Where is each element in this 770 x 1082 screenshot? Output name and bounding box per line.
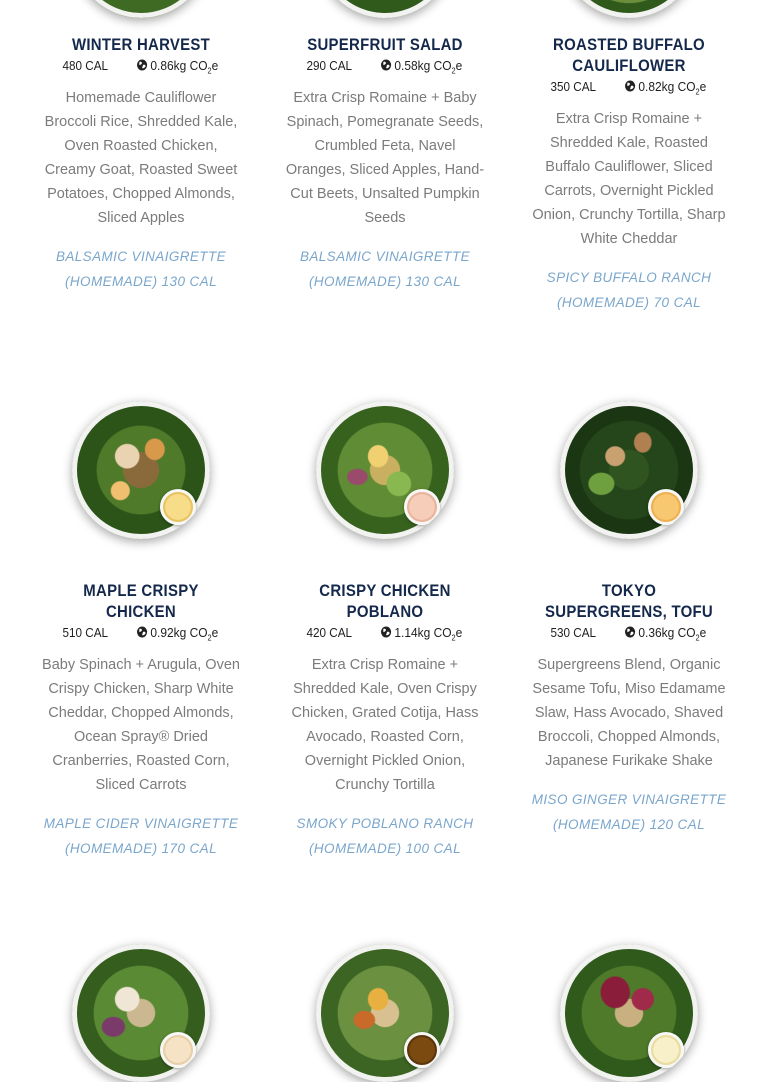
calories: 530 CAL [550, 625, 597, 640]
nutrition-line [285, 625, 485, 643]
dressing: SPICY BUFFALO RANCH (HOMEMADE) 70 CAL [546, 269, 712, 310]
globe-icon [380, 626, 391, 638]
dressing: SMOKY POBLANO RANCH (HOMEMADE) 100 CAL [296, 815, 474, 856]
calories: 420 CAL [306, 625, 353, 640]
nutrition-line [41, 58, 241, 76]
salad-name: WINTER HARVEST [71, 35, 211, 54]
menu-card[interactable] [529, 580, 729, 837]
menu-card[interactable] [529, 34, 729, 315]
description: Baby Spinach + Arugula, Oven Crispy Chicken, Sharp White Cheddar, Chopped Almonds, Ocean Spray® Dried Cranberries, Roasted Corn, Sliced Carrots [42, 656, 240, 793]
salad-name: SUPERFRUIT SALAD [307, 35, 463, 54]
menu-card[interactable] [285, 580, 485, 861]
globe-icon [624, 626, 635, 638]
salad-image[interactable] [316, 0, 454, 18]
globe-icon [380, 59, 391, 71]
calories: 350 CAL [550, 79, 597, 94]
co2-value: 0.36kg $CO_2e$ [624, 625, 706, 643]
dressing: MAPLE CIDER VINAIGRETTE (HOMEMADE) 170 CAL [43, 815, 239, 856]
salad-image[interactable] [72, 401, 210, 539]
menu-card[interactable] [285, 34, 485, 294]
salad-name: MAPLE CRISPY CHICKEN [83, 581, 199, 621]
co2-value: 1.14kg $CO_2e$ [380, 625, 462, 643]
dressing: MISO GINGER VINAIGRETTE (HOMEMADE) 120 CAL [531, 791, 727, 832]
salad-image[interactable] [316, 944, 454, 1082]
salad-name: TOKYO SUPERGREENS, TOFU [545, 581, 713, 621]
co2-value: 0.58kg $CO_2e$ [380, 58, 462, 76]
description: Extra Crisp Romaine + Shredded Kale, Roasted Buffalo Cauliflower, Sliced Carrots, Overnight Pickled Onion, Crunchy Tortilla, Sharp White Cheddar [532, 110, 726, 247]
co2-value: 0.86kg $CO_2e$ [136, 58, 218, 76]
salad-image[interactable] [560, 401, 698, 539]
description: Extra Crisp Romaine + Baby Spinach, Pomegranate Seeds, Crumbled Feta, Navel Oranges, Sliced Apples, Hand-Cut Beets, Unsalted Pumpkin Seeds [285, 89, 485, 226]
description: Supergreens Blend, Organic Sesame Tofu, Miso Edamame Slaw, Hass Avocado, Shaved Broccoli, Chopped Almonds, Japanese Furikake Shake [532, 656, 726, 769]
salad-image[interactable] [72, 944, 210, 1082]
salad-image[interactable] [560, 0, 698, 18]
menu-card[interactable] [41, 34, 241, 294]
nutrition-line [41, 625, 241, 643]
salad-image[interactable] [316, 401, 454, 539]
salad-name: CRISPY CHICKEN POBLANO [319, 581, 451, 621]
globe-icon [136, 59, 147, 71]
globe-icon [136, 626, 147, 638]
globe-icon [624, 80, 635, 92]
dressing: BALSAMIC VINAIGRETTE (HOMEMADE) 130 CAL [299, 248, 471, 289]
calories: 290 CAL [306, 58, 353, 73]
dressing: BALSAMIC VINAIGRETTE (HOMEMADE) 130 CAL [55, 248, 227, 289]
menu-card[interactable] [41, 580, 241, 861]
salad-name: ROASTED BUFFALO CAULIFLOWER [553, 35, 705, 75]
salad-image[interactable] [560, 944, 698, 1082]
nutrition-line [285, 58, 485, 76]
description: Extra Crisp Romaine + Shredded Kale, Oven Crispy Chicken, Grated Cotija, Hass Avocado, Roasted Corn, Overnight Pickled Onion, Crunchy Tortilla [291, 656, 479, 793]
nutrition-line [529, 79, 729, 97]
co2-value: 0.82kg $CO_2e$ [624, 79, 706, 97]
salad-image[interactable] [72, 0, 210, 18]
nutrition-line [529, 625, 729, 643]
description: Homemade Cauliflower Broccoli Rice, Shredded Kale, Oven Roasted Chicken, Creamy Goat, Roasted Sweet Potatoes, Chopped Almonds, Sliced Apples [44, 89, 238, 226]
co2-value: 0.92kg $CO_2e$ [136, 625, 218, 643]
calories: 480 CAL [62, 58, 109, 73]
calories: 510 CAL [62, 625, 109, 640]
